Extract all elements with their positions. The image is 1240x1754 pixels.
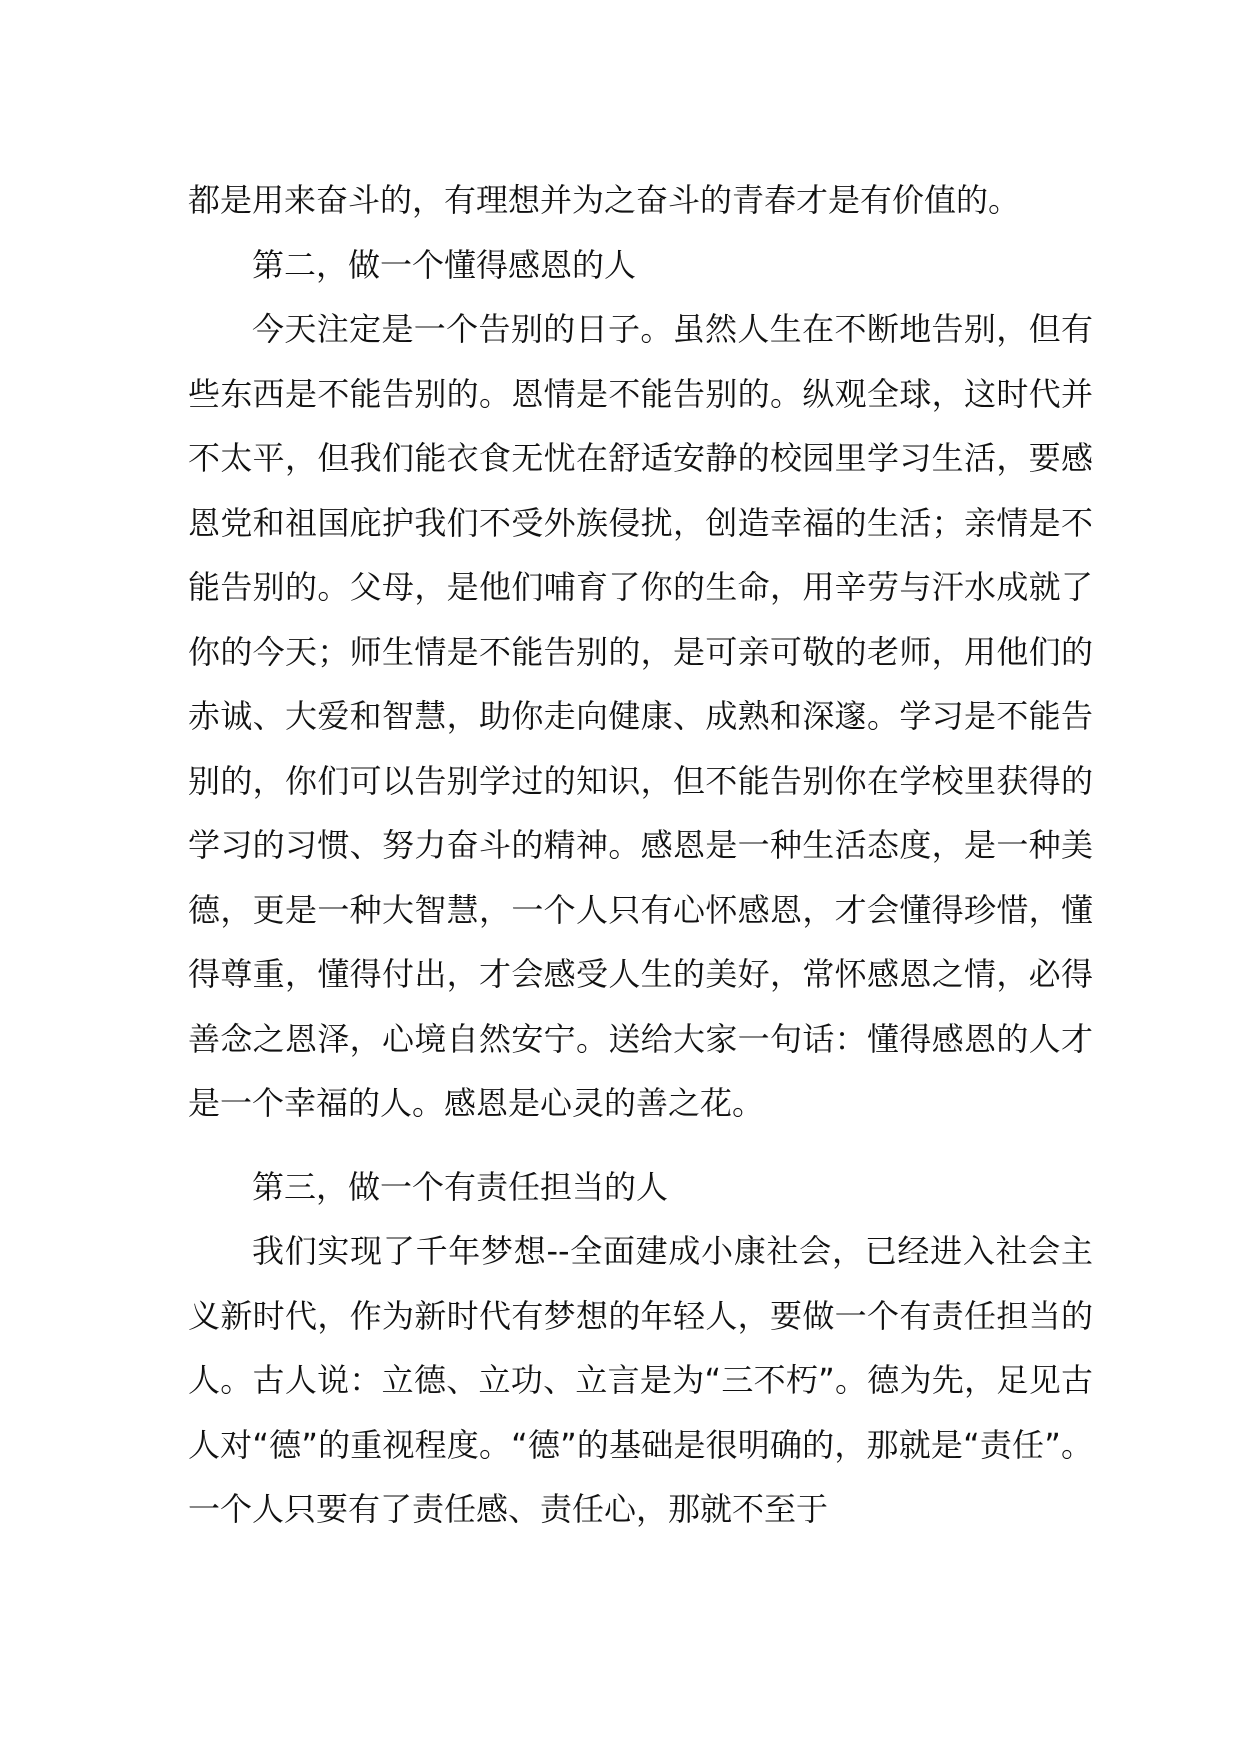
paragraph-gratitude: 今天注定是一个告别的日子。虽然人生在不断地告别，但有些东西是不能告别的。恩情是不能告别的。纵观全球，这时代并不太平，但我们能衣食无忧在舒适安静的校园里学习生活，要感恩党和祖国庇护我们不受外族侵扰，创造幸福的生活；亲情是不能告别的。父母，是他们哺育了你的生命，用辛劳与汗水成就了你的今天；师生情是不能告别的，是可亲可敬的老师，用他们的赤诚、大爱和智慧，助你走向健康、成熟和深邃。学习是不能告别的，你们可以告别学过的知识，但不能告别你在学校里获得的学习的习惯、努力奋斗的精神。感恩是一种生活态度，是一种美德，更是一种大智慧，一个人只有心怀感恩，才会懂得珍惜，懂得尊重，懂得付出，才会感受人生的美好，常怀感恩之情，必得善念之恩泽，心境自然安宁。送给大家一句话：懂得感恩的人才是一个幸福的人。感恩是心灵的善之花。 [188, 310, 1093, 1122]
section-heading-third: 第三，做一个有责任担当的人 [252, 1167, 669, 1206]
paragraph-responsibility: 我们实现了千年梦想--全面建成小康社会，已经进入社会主义新时代，作为新时代有梦想的年轻人，要做一个有责任担当的人。古人说：立德、立功、立言是为“三不朽”。德为先，足见古人对“德”的重视程度。“德”的基础是很明确的，那就是“责任”。一个人只要有了责任感、责任心，那就不至于 [188, 1232, 1093, 1528]
section-heading-second: 第二，做一个懂得感恩的人 [252, 245, 637, 284]
document-body [188, 168, 1093, 1542]
paragraph-continuation: 都是用来奋斗的，有理想并为之奋斗的青春才是有价值的。 [188, 181, 1021, 219]
